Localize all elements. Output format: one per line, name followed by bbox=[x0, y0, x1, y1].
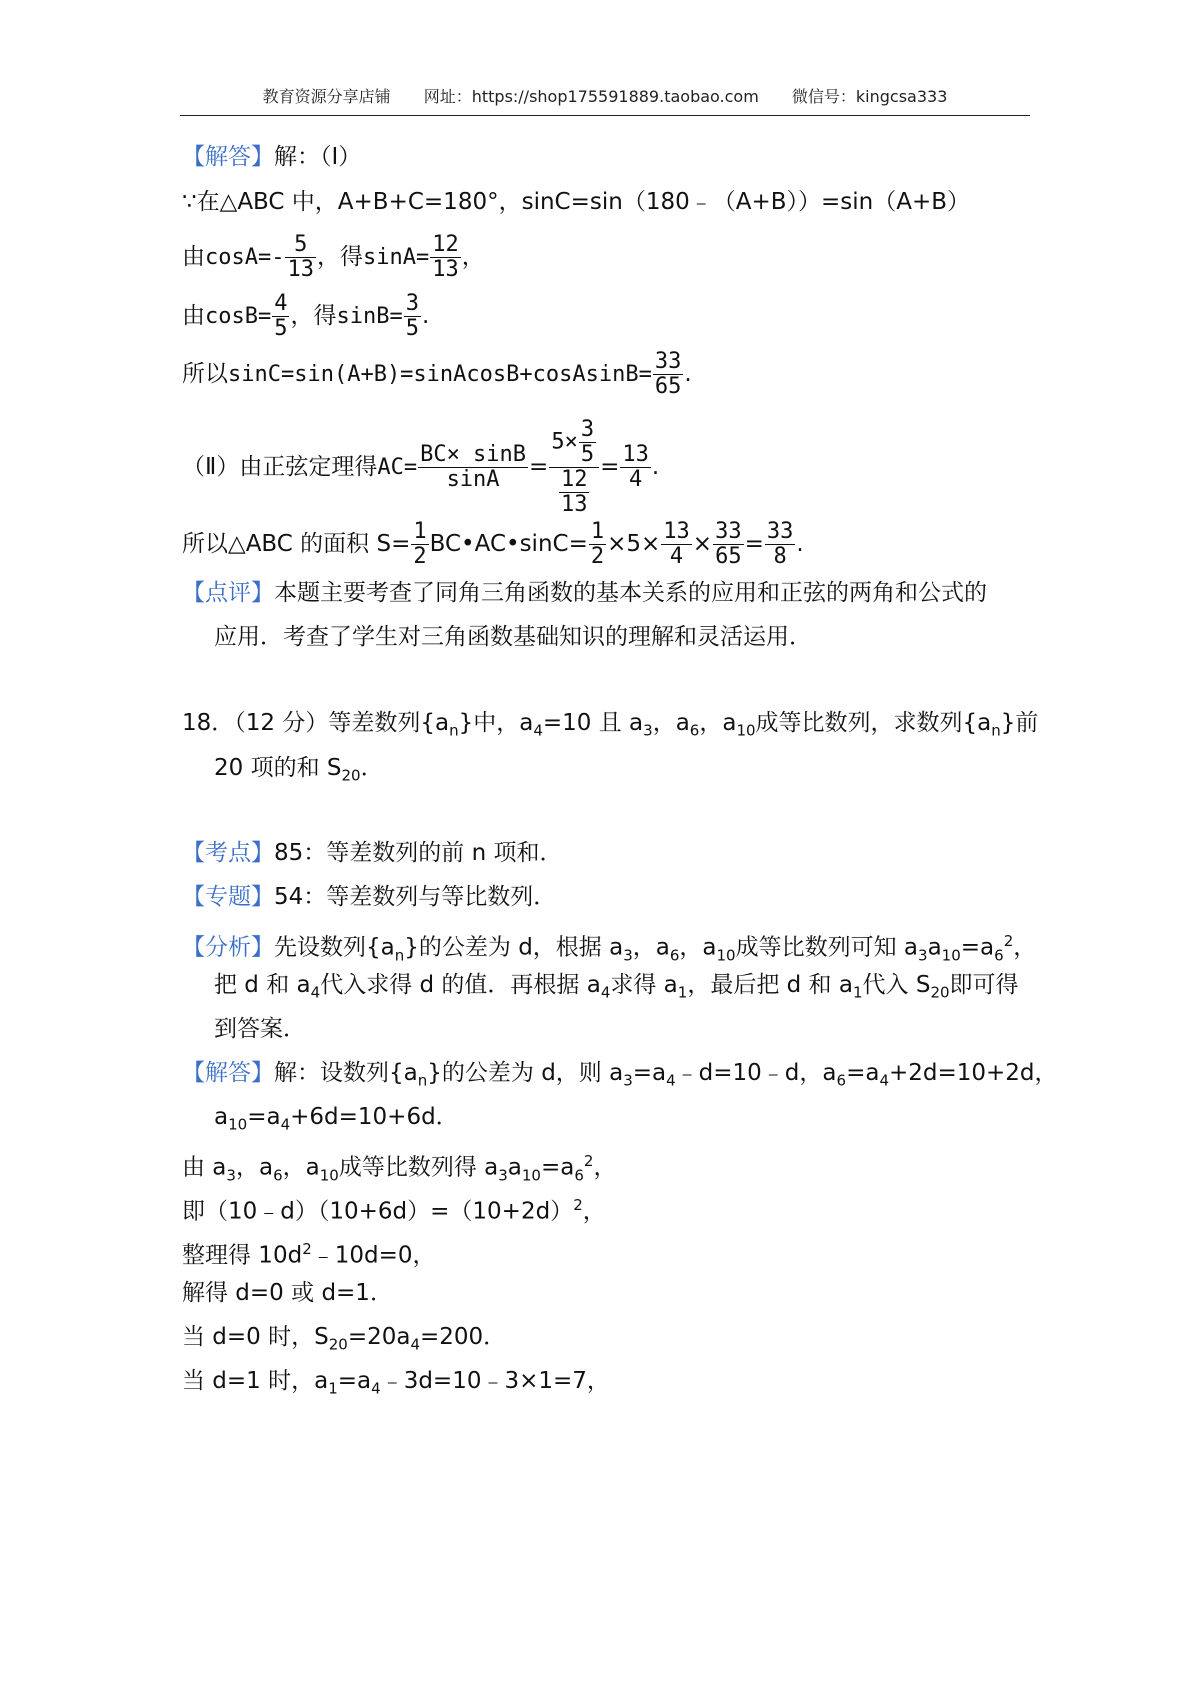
fenxi-line-3: 到答案． bbox=[214, 1016, 306, 1042]
complex-fraction: 5× $\frac{3}{5}$ $\frac{12}{13}$ bbox=[549, 418, 599, 517]
comment-line-2: 应用．考查了学生对三角函数基础知识的理解和灵活运用． bbox=[214, 624, 812, 650]
fraction: $\frac{3}{5}$ bbox=[405, 291, 419, 341]
fraction: $\frac{1}{2}$ bbox=[413, 519, 427, 569]
kaodian-line: 【考点】85：等差数列的前 n 项和． bbox=[182, 840, 563, 866]
triangle-line: ∵在△ABC 中，A+B+C=180°，sinC=sin（180﹣（A+B））=sin（A+B） bbox=[182, 189, 971, 215]
fraction: $\frac{5}{13}$ bbox=[287, 232, 314, 282]
answer-tag: 【解答】 bbox=[182, 144, 274, 170]
jieda-tag: 【解答】 bbox=[182, 1060, 274, 1086]
kaodian-tag: 【考点】 bbox=[182, 840, 274, 866]
solution-line-7: 当 d=0 时，$S_{20}=20a_4=200$． bbox=[182, 1324, 507, 1354]
solution-line-6: 解得 d=0 或 d=1． bbox=[182, 1280, 393, 1306]
zhuanti-line: 【专题】54：等差数列与等比数列． bbox=[182, 884, 557, 910]
jieda-line-2: $a_{10}=a_4+6d=10+6d$． bbox=[214, 1104, 459, 1134]
answer-intro-line: 【解答】解：（Ⅰ） bbox=[182, 144, 362, 170]
comment-tag: 【点评】 bbox=[182, 580, 274, 606]
area-line: 所以△ABC 的面积 S= $\frac{1}{2}$ BC•AC•sinC= $\frac{1}{2}$ ×5× $\frac{13}{4}$ × $\frac{33}{65}$ = $\frac{33}{8}$ . bbox=[182, 519, 804, 569]
fraction: $\frac{13}{4}$ bbox=[663, 519, 690, 569]
solution-line-8: 当 d=1 时，$a_1=a_4﹣3d=10﹣3\times 1=7$， bbox=[182, 1368, 610, 1398]
fraction: $\frac{13}{4}$ bbox=[622, 442, 649, 492]
shop-url[interactable]: 网址：https://shop175591889.taobao.com bbox=[423, 87, 759, 106]
fraction: $\frac{33}{65}$ bbox=[654, 349, 682, 399]
fraction: $\frac{12}{13}$ bbox=[432, 232, 459, 282]
fraction: $\frac{4}{5}$ bbox=[274, 291, 288, 341]
fraction: $\frac{12}{13}$ bbox=[560, 467, 588, 517]
fraction: $\frac{1}{2}$ bbox=[590, 519, 605, 569]
shop-name: 教育资源分享店铺 bbox=[262, 87, 391, 106]
fenxi-line-1: 【分析】先设数列$\{a_n\}$的公差为 d，根据 $a_3$，$a_6$，$a_{10}$成等比数列可知 $a_3a_{10}=a_6^2$， bbox=[182, 932, 1037, 965]
fraction: $\frac{33}{8}$ bbox=[766, 519, 794, 569]
law-of-sines-line: （Ⅱ）由正弦定理得AC= $\frac{BC\times \sin B}{\sin A}$ = 5× $\frac{3}{5}$ $\frac{12}{13}$ = $\frac{13}{4}$ . bbox=[182, 417, 660, 517]
comment-line-1: 【点评】本题主要考查了同角三角函数的基本关系的应用和正弦的两角和公式的 bbox=[182, 580, 987, 606]
cosA-line: 由cosA=- $\frac{5}{13}$ ，得sinA= $\frac{12}{13}$ ， bbox=[182, 232, 485, 282]
fraction: $\frac{BC\times \sin B}{\sin A}$ bbox=[420, 442, 527, 492]
page-header bbox=[180, 84, 1030, 116]
question-18-line-2: 20 项的和 $S_{20}$． bbox=[214, 755, 384, 785]
solution-line-3: 由 $a_3$，$a_6$，$a_{10}$成等比数列得 $a_3a_{10}=a_6^2$， bbox=[182, 1152, 617, 1185]
jieda-line-1: 【解答】解：设数列$\{a_n\}$的公差为 d，则 $a_3=a_4﹣d=10﹣d$，$a_6=a_4+2d=10+2d$， bbox=[182, 1060, 1058, 1090]
cosB-line: 由cosB= $\frac{4}{5}$ ，得sinB= $\frac{3}{5}$ . bbox=[182, 291, 430, 341]
fraction: $\frac{3}{5}$ bbox=[580, 417, 595, 467]
question-18-line-1: 18．（12 分）等差数列$\{a_n\}$中，$a_4=10$ 且 $a_3$，$a_6$，$a_{10}$成等比数列，求数列$\{a_n\}$前 bbox=[182, 710, 1039, 740]
sinC-line: 所以sinC=sin(A+B)=sinAcosB+cosAsinB= $\frac{33}{65}$ . bbox=[182, 349, 692, 399]
fenxi-line-2: 把 d 和 $a_4$代入求得 d 的值．再根据 $a_4$求得 $a_1$，最后把 d 和 $a_1$代入 $S_{20}$即可得 bbox=[214, 972, 1019, 1002]
wechat-id: 微信号：kingcsa333 bbox=[791, 87, 948, 106]
fraction: $\frac{33}{65}$ bbox=[715, 519, 742, 569]
solution-line-4: 即$(10﹣d)(10+6d)=(10+2d)^2$， bbox=[182, 1196, 606, 1225]
solution-line-5: 整理得 $10d^2﹣10d=0$， bbox=[182, 1240, 436, 1269]
fenxi-tag: 【分析】 bbox=[182, 934, 274, 961]
zhuanti-tag: 【专题】 bbox=[182, 884, 274, 910]
